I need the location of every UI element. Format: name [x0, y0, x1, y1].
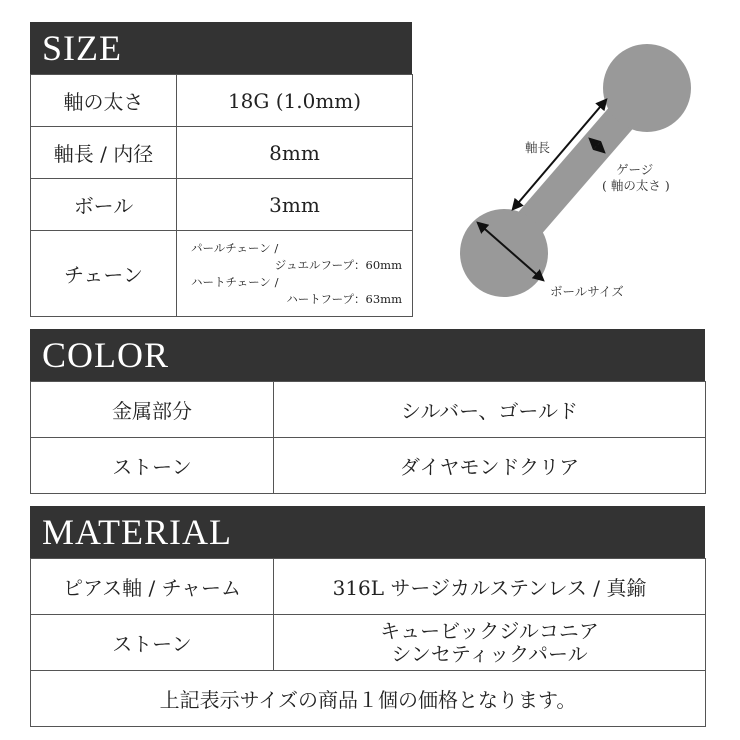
table-row [31, 671, 706, 727]
chain-line: ハートフープ：63mm [286, 291, 402, 306]
value-line: キュービックジルコニア [380, 618, 599, 643]
table-row [31, 231, 413, 317]
table-row [31, 615, 706, 671]
material-header [30, 506, 705, 558]
size-header-text: SIZE [42, 28, 122, 68]
row-value: ダイヤモンドクリア [274, 438, 706, 494]
row-label: ボール [31, 179, 177, 231]
row-value: 316L サージカルステンレス / 真鍮 [274, 559, 706, 615]
row-value: 3mm [177, 179, 413, 231]
barbell-diagram [430, 22, 730, 322]
row-label: 軸の太さ [31, 75, 177, 127]
row-value: シルバー、ゴールド [274, 382, 706, 438]
row-label: チェーン [31, 231, 177, 317]
row-label: 金属部分 [31, 382, 274, 438]
row-value [274, 615, 706, 671]
chain-line: ハートチェーン / [191, 274, 279, 289]
row-value: 18G (1.0mm) [177, 75, 413, 127]
color-table [30, 381, 706, 494]
gauge-label: ゲージ [616, 162, 654, 177]
table-row [31, 127, 413, 179]
price-note: 上記表示サイズの商品１個の価格となります。 [31, 671, 706, 727]
chain-line: ジュエルフープ：60mm [274, 257, 402, 272]
color-header [30, 329, 705, 381]
ball-size-label: ボールサイズ [550, 284, 624, 299]
table-row [31, 438, 706, 494]
barbell-bottom-ball [460, 209, 548, 297]
size-header [30, 22, 412, 74]
row-label: ストーン [31, 438, 274, 494]
chain-line: パールチェーン / [191, 240, 279, 255]
chain-details [177, 231, 413, 317]
barbell-svg [430, 22, 730, 322]
row-label: ピアス軸 / チャーム [31, 559, 274, 615]
value-line: シンセティックパール [391, 641, 588, 666]
color-header-text: COLOR [42, 335, 170, 375]
size-table [30, 74, 413, 317]
barbell-top-ball [603, 44, 691, 132]
table-row [31, 559, 706, 615]
table-row [31, 75, 413, 127]
table-row [31, 382, 706, 438]
row-label: 軸長 / 内径 [31, 127, 177, 179]
gauge-sub-label: ( 軸の太さ ) [602, 178, 670, 193]
row-value: 8mm [177, 127, 413, 179]
table-row [31, 179, 413, 231]
material-header-text: MATERIAL [42, 512, 232, 552]
axis-length-label: 軸長 [525, 140, 551, 155]
material-table [30, 558, 706, 727]
row-label: ストーン [31, 615, 274, 671]
